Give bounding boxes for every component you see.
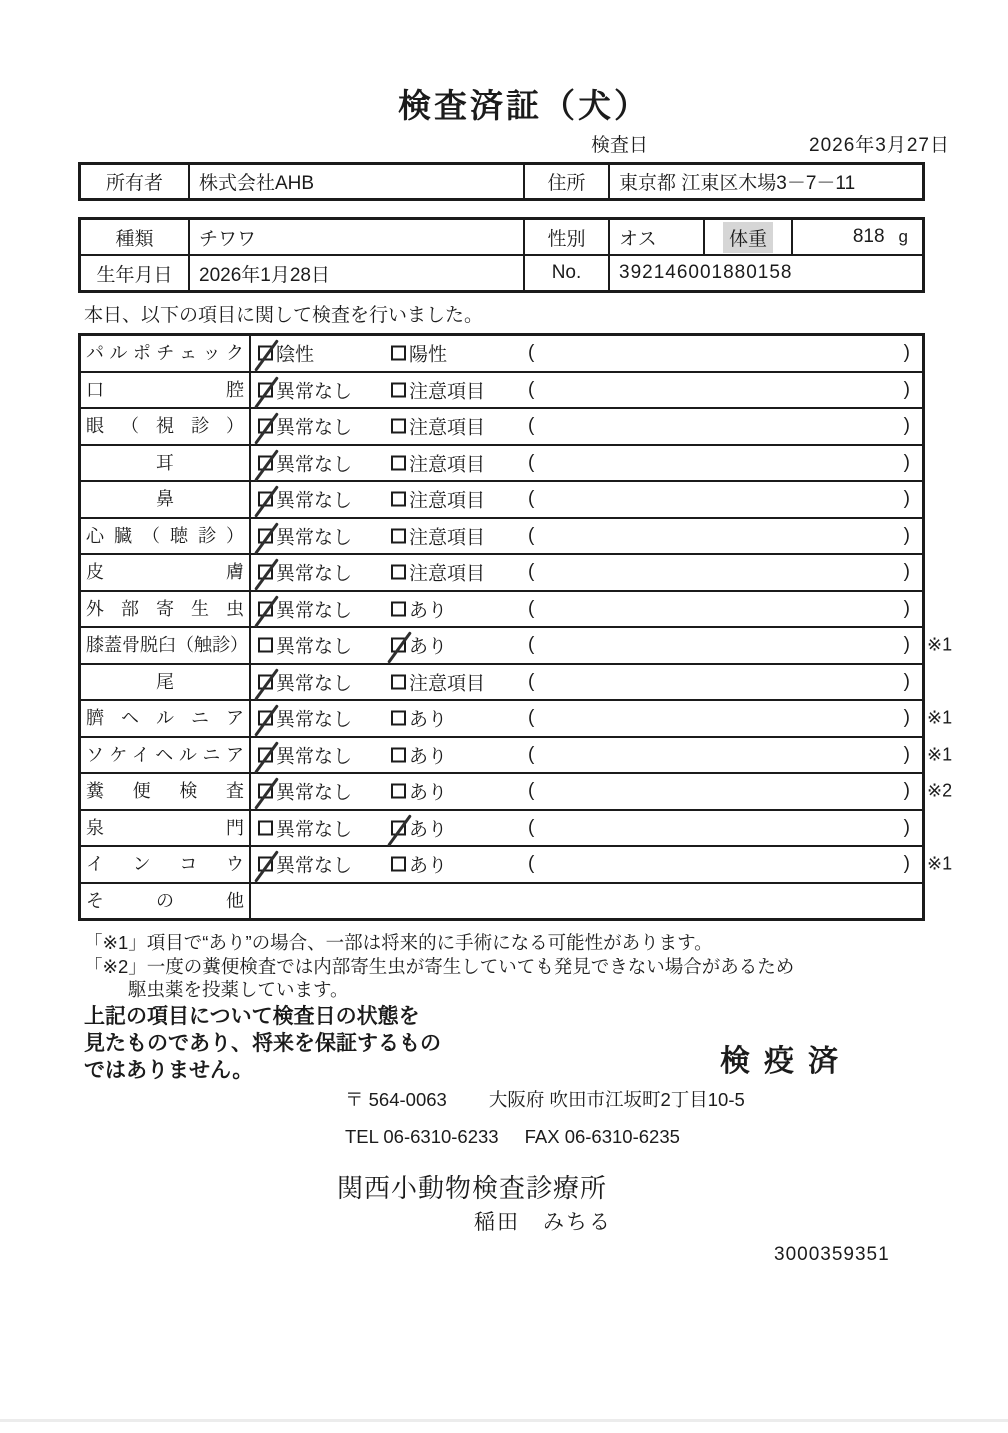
checklist-row	[81, 590, 922, 627]
result-option-1	[258, 668, 352, 695]
checkbox-icon	[391, 601, 406, 616]
result-option-1-label: 異常なし	[276, 673, 353, 695]
checkbox-icon	[391, 565, 406, 580]
reference-mark: ※1	[927, 853, 953, 874]
item-label: 泉門	[81, 811, 251, 846]
breed-value: チワワ	[188, 220, 523, 254]
checkbox-icon	[391, 528, 406, 543]
item-label: 膝蓋骨脱臼（触診）	[81, 628, 251, 663]
checklist-row	[81, 736, 953, 773]
checkbox-icon	[258, 711, 273, 726]
checkbox-icon	[258, 674, 273, 689]
remarks-paren-close: )	[903, 597, 910, 619]
result-option-2-label: あり	[409, 819, 448, 841]
checkbox-icon	[391, 784, 406, 799]
checkbox-icon	[391, 857, 406, 872]
checklist-row	[81, 772, 953, 809]
item-label: 鼻	[81, 482, 251, 517]
remarks-paren-close: )	[903, 342, 910, 364]
checkbox-icon	[258, 346, 273, 361]
result-option-2	[391, 413, 485, 440]
checkbox-icon	[391, 638, 406, 653]
item-result-area	[251, 446, 922, 481]
result-option-1	[258, 632, 352, 659]
remarks-paren-open: (	[528, 378, 535, 400]
owner-value: 株式会社AHB	[188, 165, 523, 198]
item-label: 外部寄生虫	[81, 592, 251, 627]
checkbox-icon	[258, 492, 273, 507]
remarks-paren-close: )	[903, 451, 910, 473]
no-label: No.	[523, 256, 608, 290]
result-option-1	[258, 413, 352, 440]
checklist-row	[81, 845, 953, 882]
result-option-2-label: 注意項目	[409, 673, 486, 695]
result-option-2-label: あり	[409, 636, 448, 658]
checkbox-icon	[258, 784, 273, 799]
footnote-1: 「※1」項目で“あり”の場合、一部は将来的に手術になる可能性があります。	[84, 932, 713, 953]
result-option-2-label: 注意項目	[409, 417, 486, 439]
sex-label: 性別	[523, 220, 608, 254]
scan-artifact-line	[0, 1419, 1008, 1422]
result-option-1-label: 異常なし	[276, 746, 353, 768]
owner-table	[78, 162, 925, 201]
item-result-area	[251, 373, 922, 408]
remarks-paren-open: (	[528, 342, 535, 364]
item-label: 皮膚	[81, 555, 251, 590]
exam-date-label: 検査日	[591, 135, 649, 156]
result-option-2	[391, 449, 485, 476]
result-option-2-label: あり	[409, 709, 448, 731]
checkbox-icon	[258, 747, 273, 762]
checkbox-icon	[258, 528, 273, 543]
checkbox-icon	[258, 820, 273, 835]
result-option-1	[258, 486, 352, 513]
item-label: その他	[81, 884, 251, 919]
result-option-1-label: 陰性	[276, 344, 315, 366]
checkbox-icon	[391, 455, 406, 470]
checkbox-icon	[391, 492, 406, 507]
result-option-2-label: あり	[409, 855, 448, 877]
pet-table-row-2	[81, 254, 922, 290]
result-option-1	[258, 705, 352, 732]
checklist-row	[81, 626, 953, 663]
remarks-paren-close: )	[903, 853, 910, 875]
address-value: 東京都 江東区木場3－7－11	[608, 165, 922, 198]
item-result-area	[251, 774, 953, 809]
checklist-row	[81, 553, 922, 590]
result-option-2-label: 注意項目	[409, 454, 486, 476]
remarks-paren-close: )	[903, 378, 910, 400]
item-result-area	[251, 592, 922, 627]
checkbox-icon	[258, 455, 273, 470]
result-option-1-label: 異常なし	[276, 600, 353, 622]
result-option-1	[258, 559, 352, 586]
remarks-paren-open: (	[528, 707, 535, 729]
intro-text: 本日、以下の項目に関して検査を行いました。	[84, 305, 484, 326]
remarks-paren-close: )	[903, 743, 910, 765]
result-option-2-label: 注意項目	[409, 381, 486, 403]
item-result-area	[251, 701, 953, 736]
breed-label: 種類	[115, 228, 154, 250]
item-label: パルポチェック	[81, 336, 251, 371]
result-option-2-label: 注意項目	[409, 490, 486, 512]
disclaimer-text	[84, 1003, 441, 1084]
disclaimer-line-3: ではありません。	[84, 1059, 254, 1082]
result-option-2	[391, 668, 485, 695]
checklist-row	[81, 480, 922, 517]
exam-date-value: 2026年3月27日	[809, 135, 950, 156]
checklist-row	[81, 336, 922, 371]
clinic-name: 関西小動物検査診療所	[337, 1173, 608, 1203]
result-option-1-label: 異常なし	[276, 563, 353, 585]
disclaimer-line-2: 見たものであり、将来を保証するもの	[84, 1032, 441, 1055]
result-option-2	[391, 741, 447, 768]
birth-value: 2026年1月28日	[188, 256, 523, 290]
item-label: インコウ	[81, 847, 251, 882]
checkbox-icon	[391, 419, 406, 434]
pet-info-table	[78, 217, 925, 293]
remarks-paren-open: (	[528, 524, 535, 546]
result-option-1-label: 異常なし	[276, 381, 353, 403]
remarks-paren-open: (	[528, 853, 535, 875]
remarks-paren-close: )	[903, 670, 910, 692]
result-option-2-label: あり	[409, 782, 448, 804]
result-option-1	[258, 522, 352, 549]
item-label: 眼（視診）	[81, 409, 251, 444]
reference-mark: ※2	[927, 780, 953, 801]
owner-table-row	[81, 165, 922, 198]
result-option-1	[258, 449, 352, 476]
result-option-2-label: 注意項目	[409, 563, 486, 585]
item-result-area	[251, 665, 922, 700]
result-option-1	[258, 741, 352, 768]
pet-table-row-1	[81, 220, 922, 254]
remarks-paren-open: (	[528, 816, 535, 838]
checklist-row	[81, 517, 922, 554]
item-result-area	[251, 409, 922, 444]
item-result-area	[251, 336, 922, 371]
result-option-1	[258, 778, 352, 805]
item-label: 耳	[81, 446, 251, 481]
result-option-2	[391, 340, 447, 367]
result-option-2-label: 注意項目	[409, 527, 486, 549]
reference-mark: ※1	[927, 634, 953, 655]
remarks-paren-open: (	[528, 743, 535, 765]
clinic-phone-line	[345, 1126, 680, 1148]
owner-label: 所有者	[105, 173, 163, 194]
result-option-2	[391, 851, 447, 878]
remarks-paren-close: )	[903, 780, 910, 802]
clinic-address: 大阪府 吹田市江坂町2丁目10-5	[488, 1089, 745, 1110]
remarks-paren-open: (	[528, 488, 535, 510]
clinic-fax: FAX 06-6310-6235	[524, 1126, 680, 1147]
checklist-row	[81, 809, 922, 846]
item-result-area	[251, 847, 953, 882]
checkbox-icon	[391, 711, 406, 726]
quarantine-passed-stamp: 検疫済	[720, 1045, 852, 1078]
result-option-1-label: 異常なし	[276, 855, 353, 877]
result-option-1	[258, 851, 352, 878]
reference-mark: ※1	[927, 744, 953, 765]
checkbox-icon	[258, 382, 273, 397]
remarks-paren-close: )	[903, 524, 910, 546]
result-option-2	[391, 595, 447, 622]
result-option-1-label: 異常なし	[276, 709, 353, 731]
result-option-2	[391, 632, 447, 659]
checklist-row	[81, 882, 922, 919]
result-option-2	[391, 522, 485, 549]
checkbox-icon	[258, 638, 273, 653]
footnote-2: 「※2」一度の糞便検査では内部寄生虫が寄生していても発見できない場合があるため	[84, 956, 795, 977]
weight-label	[703, 220, 791, 254]
remarks-paren-open: (	[528, 415, 535, 437]
result-option-1-label: 異常なし	[276, 819, 353, 841]
item-label: 心臓（聴診）	[81, 519, 251, 554]
birth-label: 生年月日	[96, 264, 173, 286]
page-title: 検査済証（犬）	[398, 87, 650, 124]
result-option-1-label: 異常なし	[276, 417, 353, 439]
result-option-1-label: 異常なし	[276, 454, 353, 476]
footnote-2-continued: 駆虫薬を投薬しています。	[128, 979, 349, 1000]
item-result-area	[251, 519, 922, 554]
result-option-2	[391, 814, 447, 841]
checkbox-icon	[258, 419, 273, 434]
checklist-table	[78, 333, 953, 921]
veterinarian-name: 稲田 みちる	[474, 1211, 612, 1234]
checkbox-icon	[258, 857, 273, 872]
item-label: 臍ヘルニア	[81, 701, 251, 736]
item-result-area	[251, 738, 953, 773]
weight-label-text: 体重	[723, 222, 773, 253]
checklist-row	[81, 444, 922, 481]
result-option-2	[391, 778, 447, 805]
checkbox-icon	[391, 747, 406, 762]
item-result-area	[251, 884, 922, 919]
remarks-paren-open: (	[528, 597, 535, 619]
item-label: ソケイヘルニア	[81, 738, 251, 773]
reference-mark: ※1	[927, 707, 953, 728]
remarks-paren-close: )	[903, 561, 910, 583]
checklist-row	[81, 699, 953, 736]
disclaimer-line-1: 上記の項目について検査日の状態を	[84, 1005, 420, 1028]
checkbox-icon	[391, 820, 406, 835]
sex-value: オス	[608, 220, 703, 254]
serial-number: 3000359351	[774, 1244, 890, 1265]
item-label: 糞便検査	[81, 774, 251, 809]
result-option-2-label: 陽性	[409, 344, 448, 366]
item-result-area	[251, 482, 922, 517]
result-option-2-label: あり	[409, 600, 448, 622]
remarks-paren-close: )	[903, 707, 910, 729]
weight-value: 818	[852, 226, 885, 247]
checkbox-icon	[391, 382, 406, 397]
remarks-paren-close: )	[903, 488, 910, 510]
item-label: 口腔	[81, 373, 251, 408]
result-option-1	[258, 340, 314, 367]
result-option-2	[391, 376, 485, 403]
result-option-1	[258, 814, 352, 841]
no-value: 392146001880158	[608, 256, 922, 290]
remarks-paren-open: (	[528, 561, 535, 583]
checklist-row	[81, 663, 922, 700]
result-option-2-label: あり	[409, 746, 448, 768]
result-option-2	[391, 486, 485, 513]
result-option-1	[258, 376, 352, 403]
result-option-2	[391, 559, 485, 586]
clinic-postal-code: 〒 564-0063	[345, 1089, 447, 1110]
checklist-row	[81, 371, 922, 408]
result-option-2	[391, 705, 447, 732]
item-result-area	[251, 555, 922, 590]
item-label: 尾	[81, 665, 251, 700]
weight-unit: g	[898, 227, 908, 246]
weight-value-cell	[791, 220, 922, 254]
checkbox-icon	[391, 346, 406, 361]
result-option-1-label: 異常なし	[276, 527, 353, 549]
clinic-tel: TEL 06-6310-6233	[345, 1126, 499, 1147]
address-label: 住所	[523, 165, 608, 198]
remarks-paren-close: )	[903, 816, 910, 838]
remarks-paren-close: )	[903, 634, 910, 656]
result-option-1-label: 異常なし	[276, 636, 353, 658]
remarks-paren-open: (	[528, 670, 535, 692]
result-option-1-label: 異常なし	[276, 490, 353, 512]
item-result-area	[251, 628, 953, 663]
checkbox-icon	[258, 601, 273, 616]
remarks-paren-open: (	[528, 634, 535, 656]
checkbox-icon	[391, 674, 406, 689]
checkbox-icon	[258, 565, 273, 580]
item-result-area	[251, 811, 922, 846]
checklist-row	[81, 407, 922, 444]
remarks-paren-close: )	[903, 415, 910, 437]
result-option-1-label: 異常なし	[276, 782, 353, 804]
remarks-paren-open: (	[528, 451, 535, 473]
result-option-1	[258, 595, 352, 622]
clinic-address-line	[345, 1086, 745, 1112]
remarks-paren-open: (	[528, 780, 535, 802]
